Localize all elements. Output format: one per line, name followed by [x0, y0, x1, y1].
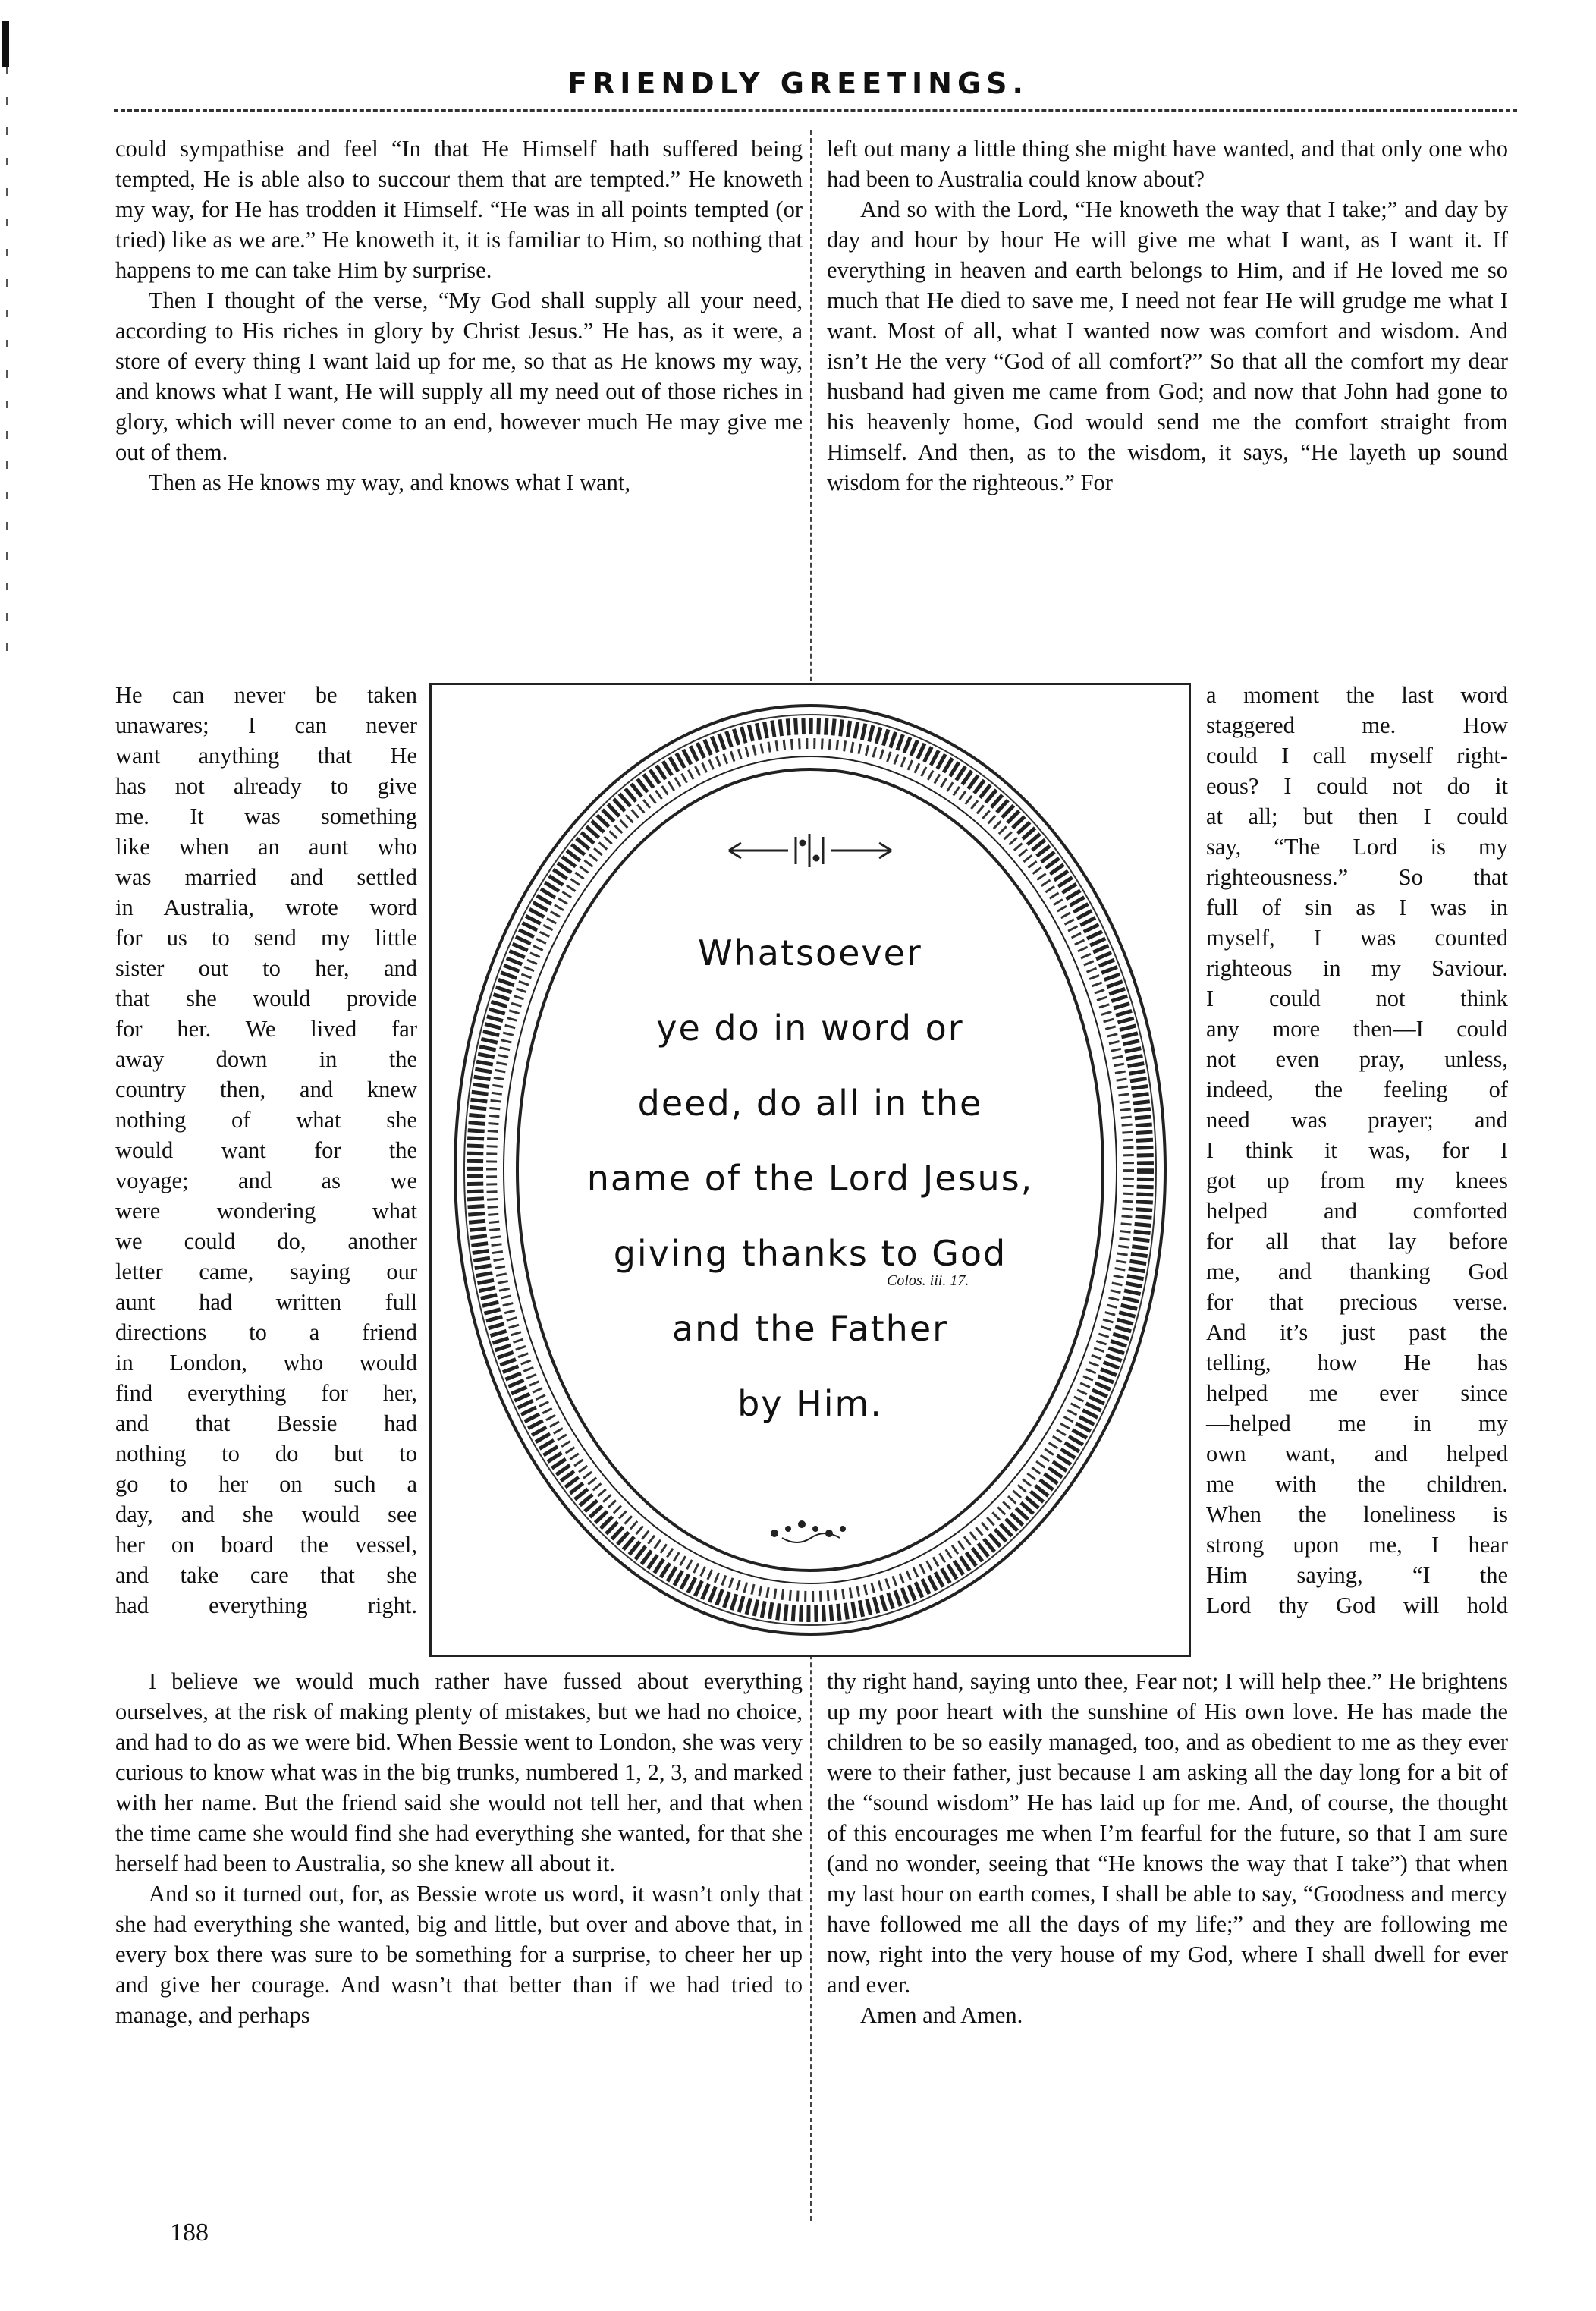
- text-line: aunt had written full: [115, 1289, 417, 1315]
- text-line: in Australia, wrote word: [115, 895, 417, 920]
- text-line: me with the children.: [1206, 1471, 1508, 1497]
- text-line: at all; but then I could: [1206, 803, 1508, 829]
- text-line: any more then—I could: [1206, 1016, 1508, 1042]
- flourish-bottom-icon: [771, 1521, 845, 1542]
- text-line: for all that lay before: [1206, 1228, 1508, 1254]
- text-line: He can never be taken: [115, 682, 417, 708]
- text-line: was married and settled: [115, 864, 417, 890]
- verse-line: giving thanks to God: [613, 1233, 1007, 1274]
- verse-line: deed, do all in the: [637, 1083, 983, 1124]
- verse-line: name of the Lord Jesus,: [586, 1158, 1034, 1199]
- text-line: for us to send my little: [115, 925, 417, 951]
- text-line: own want, and helped: [1206, 1441, 1508, 1467]
- text-line: like when an aunt who: [115, 834, 417, 860]
- right-column-beside-inset: [1206, 680, 1508, 1621]
- text-line: got up from my knees: [1206, 1168, 1508, 1193]
- text-line: say, “The Lord is my: [1206, 834, 1508, 860]
- text-line: go to her on such a: [115, 1471, 417, 1497]
- verse-line: ye do in word or: [656, 1008, 964, 1049]
- text-line: sister out to her, and: [115, 955, 417, 981]
- text-line: me, and thanking God: [1206, 1259, 1508, 1284]
- text-line: strong upon me, I hear: [1206, 1532, 1508, 1558]
- paragraph: I believe we would much rather have fussed about everything ourselves, at the risk of making plenty of mistakes, but we had no choice, and had to do as we were bid. When Bessie went to London, she was very curious to know what was in the big trunks, numbered 1, 2, 3, and marked with her name. But the friend said she would not tell her, and that when the time came she would find she had everything she wanted, for that she herself had been to Australia, so she knew all about it.: [115, 1668, 803, 1876]
- text-line: not even pray, unless,: [1206, 1046, 1508, 1072]
- text-line: could I call myself right-: [1206, 743, 1508, 769]
- text-line: letter came, saying our: [115, 1259, 417, 1284]
- running-title: FRIENDLY GREETINGS.: [567, 67, 1029, 100]
- text-line: eous? I could not do it: [1206, 773, 1508, 799]
- text-line: for that precious verse.: [1206, 1289, 1508, 1315]
- left-column-beside-inset: [115, 680, 417, 1621]
- paragraph: Then I thought of the verse, “My God shall supply all your need, according to His riches in glory by Christ Jesus.” He has, as it were, a store of every thing I want laid up for me, so that as He knows my way, and knows what I want, He will supply all my need out of those riches in glory, which will never come to an end, however much He may give me out of them.: [115, 288, 803, 465]
- text-line: I could not think: [1206, 986, 1508, 1011]
- text-line: Lord thy God will hold: [1206, 1593, 1508, 1618]
- text-line: day, and she would see: [115, 1501, 417, 1527]
- text-line: and take care that she: [115, 1562, 417, 1588]
- paragraph: And so with the Lord, “He knoweth the way that I take;” and day by day and hour by hour He will give me what I want, as I want it. If everything in heaven and earth belongs to Him, and if He loved me so much that He died to save me, I need not fear He will grudge me what I want. Most of all, what I wanted now was comfort and wisdom. And isn’t He the very “God of all comfort?” So that all the comfort my dear husband had given me came from God; and now that John had gone to his heavenly home, God would send me the comfort straight from Himself. And then, as to the wisdom, it says, “He layeth up sound wisdom for the righteous.” For: [827, 197, 1508, 495]
- text-line: —helped me in my: [1206, 1410, 1508, 1436]
- text-line: unawares; I can never: [115, 712, 417, 738]
- paragraph: could sympathise and feel “In that He Himself hath suffered being tempted, He is able also to succour them that are tempted.” He knoweth my way, for He has trodden it Himself. “He was in all points tempted (or tried) like as we are.” He knoweth it, it is familiar to Him, so nothing that happens to me can take Him by surprise.: [115, 136, 803, 283]
- text-line: nothing to do but to: [115, 1441, 417, 1467]
- text-line: nothing of what she: [115, 1107, 417, 1133]
- scripture-inset: [429, 683, 1191, 1657]
- text-line: country then, and knew: [115, 1077, 417, 1102]
- text-line: were wondering what: [115, 1198, 417, 1224]
- text-line: I think it was, for I: [1206, 1137, 1508, 1163]
- text-line: myself, I was counted: [1206, 925, 1508, 951]
- verse-text: [432, 916, 1189, 1442]
- left-column-top: [115, 134, 803, 498]
- left-column-bottom: [115, 1666, 803, 2030]
- verse-line: Whatsoever: [698, 932, 922, 973]
- flourish-top-icon: [729, 834, 891, 867]
- text-line: that she would provide: [115, 986, 417, 1011]
- paragraph: Then as He knows my way, and knows what I want,: [149, 470, 631, 495]
- text-line: indeed, the feeling of: [1206, 1077, 1508, 1102]
- text-line: When the loneliness is: [1206, 1501, 1508, 1527]
- text-line: want anything that He: [115, 743, 417, 769]
- text-line: staggered me. How: [1206, 712, 1508, 738]
- text-line: would want for the: [115, 1137, 417, 1163]
- paragraph: left out many a little thing she might have wanted, and that only one who had been to Australia could know about?: [827, 136, 1508, 192]
- verse-line: by Him.: [737, 1383, 883, 1424]
- binding-edge-mark: [2, 21, 9, 67]
- text-line: has not already to give: [115, 773, 417, 799]
- text-line: away down in the: [115, 1046, 417, 1072]
- text-line: helped me ever since: [1206, 1380, 1508, 1406]
- paragraph: And so it turned out, for, as Bessie wrote us word, it wasn’t only that she had everything she wanted, big and little, but over and above that, in every box there was sure to be something for a surprise, to cheer her up and give her courage. And wasn’t that better than if we had tried to manage, and perhaps: [115, 1881, 803, 2028]
- text-line: directions to a friend: [115, 1319, 417, 1345]
- text-line: and that Bessie had: [115, 1410, 417, 1436]
- text-line: in London, who would: [115, 1350, 417, 1376]
- text-line: find everything for her,: [115, 1380, 417, 1406]
- text-line: full of sin as I was in: [1206, 895, 1508, 920]
- header-rule: [114, 109, 1517, 112]
- text-line: righteousness.” So that: [1206, 864, 1508, 890]
- text-line: for her. We lived far: [115, 1016, 417, 1042]
- paragraph: thy right hand, saying unto thee, Fear not; I will help thee.” He brightens up my poor heart with the sunshine of His own love. He has made the children to be so easily managed, too, and as obedient to me as they ever were to their father, just because I am asking all the day long for a bit of the “sound wisdom” He has laid up for me. And, of course, the thought of this encourages me when I’m fearful for the future, so that I am sure (and no wonder, seeing that “He knows the way that I take”) that when my last hour on earth comes, I shall be able to say, “Goodness and mercy have followed me all the days of my life;” and they are following me now, right into the very house of my God, where I shall dwell for ever and ever.: [827, 1668, 1508, 1998]
- text-line: helped and comforted: [1206, 1198, 1508, 1224]
- verse-line: and the Father: [671, 1308, 949, 1349]
- right-column-bottom: [827, 1666, 1508, 2030]
- paragraph: Amen and Amen.: [860, 2002, 1023, 2028]
- text-line: righteous in my Saviour.: [1206, 955, 1508, 981]
- text-line: And it’s just past the: [1206, 1319, 1508, 1345]
- text-line: Him saying, “I the: [1206, 1562, 1508, 1588]
- text-line: her on board the vessel,: [115, 1532, 417, 1558]
- text-line: telling, how He has: [1206, 1350, 1508, 1376]
- text-line: need was prayer; and: [1206, 1107, 1508, 1133]
- text-line: we could do, another: [115, 1228, 417, 1254]
- page-number: 188: [170, 2218, 209, 2247]
- text-line: me. It was something: [115, 803, 417, 829]
- text-line: a moment the last word: [1206, 682, 1508, 708]
- text-line: had everything right.: [115, 1593, 417, 1618]
- text-line: voyage; and as we: [115, 1168, 417, 1193]
- binding-edge-dashes: [6, 67, 8, 659]
- verse-citation: Colos. iii. 17.: [887, 1272, 969, 1289]
- right-column-top: [827, 134, 1508, 498]
